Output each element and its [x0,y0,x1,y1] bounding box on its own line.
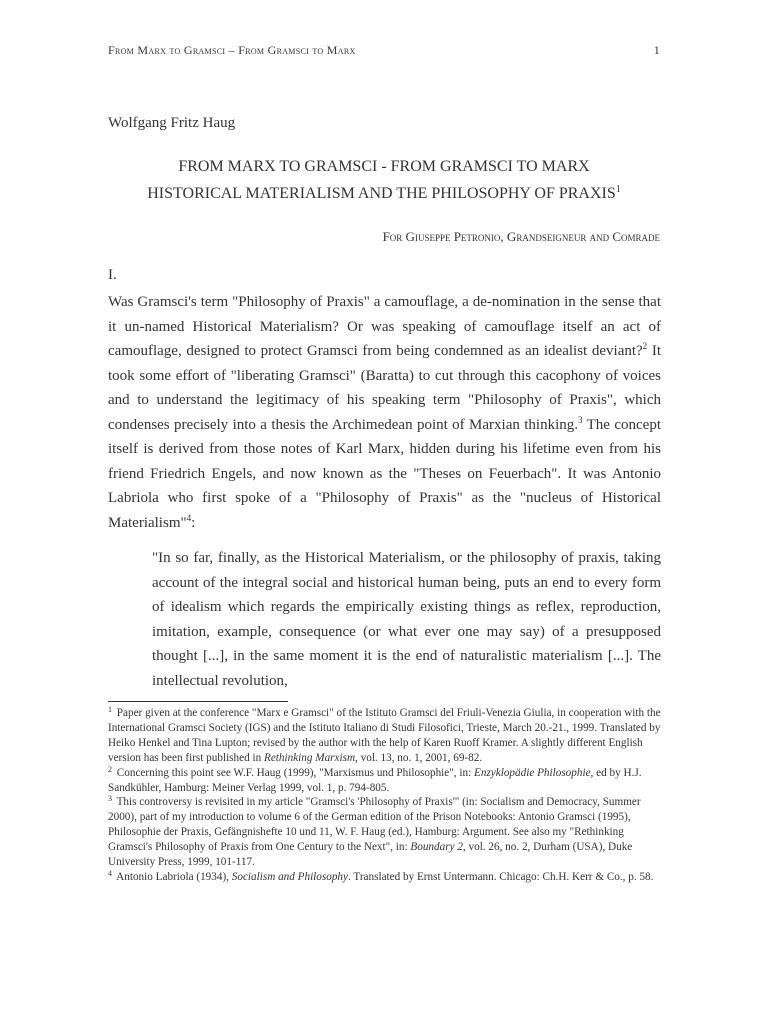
footnote-mark: 3 [108,794,112,804]
footnote-italic-title: Boundary 2 [410,841,463,854]
footnote-ref-4[interactable]: 4 [186,512,192,523]
title-line-2-text: HISTORICAL MATERIALISM AND THE PHILOSOPHY OF PRAXIS [147,185,616,202]
section-number: I. [108,267,117,283]
paragraph-text-2: It took some effort of "liberating Gramsci" (Baratta) to cut through this cacophony of voices and to understand the legitimacy of his speaking term "Philosophy of Praxis", which condenses precisely into a thesis the Archimedean point of Marxian thinking. [108,343,661,433]
dedication: For Giuseppe Petronio, Grandseigneur and Comrade [382,229,660,244]
footnote-italic-title: Rethinking Marxism [263,751,356,764]
paragraph-text-4: : [191,514,196,531]
document-title [108,153,660,207]
footnote-text: . Translated by Ernst Untermann. Chicago: Ch.H. Kerr & Co., p. 58. [347,870,654,883]
paragraph-text-3: The concept itself is derived from those notes of Karl Marx, hidden during his lifetime even from his friend Friedrich Engels, and now known as the "Theses on Feuerbach". It was Antonio Labriola who first spoke of a "Philosophy of Praxis" as the "nucleus of Historical Materialism" [108,416,661,531]
footnote-2 [108,766,666,796]
page-number: 1 [653,43,660,57]
author-name: Wolfgang Fritz Haug [108,115,236,131]
footnote-italic-title: Enzyklopädie Philosophie [474,766,591,779]
footnote-ref-2[interactable]: 2 [642,341,648,351]
footnote-mark: 4 [108,868,112,878]
footnote-4 [108,870,666,885]
title-line-2 [108,180,660,207]
footnote-ref-3[interactable]: 3 [578,414,583,425]
footnote-3 [108,795,666,870]
title-line-1: FROM MARX TO GRAMSCI - FROM GRAMSCI TO MARX [178,158,590,175]
footnote-text: , ed by H.J. Sandkühler, Hamburg: Meiner Verlag 1999, vol. 1, p. 794-805. [108,766,642,794]
footnote-1 [108,706,666,766]
footnote-ref-1[interactable]: 1 [615,184,621,195]
footnote-text: , vol. 26, no. 2, Durham (USA), Duke University Press, 1999, 101-117. [108,841,633,869]
footnote-text: , vol. 13, no. 1, 2001, 69-82. [355,751,483,764]
footnote-text: Antonio Labriola (1934), [114,870,232,883]
block-quote: "In so far, finally, as the Historical Materialism, or the philosophy of praxis, taking account of the integral social and historical human being, puts an end to every form of idealism which regards the empirically existing things as reflex, reproduction, imitation, example, consequence (or what ever one may say) of a presupposed thought [...], in the same moment it is the end of naturalistic materialism [...]. The intellectual revolution, [152,550,661,689]
paragraph-text-1: Was Gramsci's term "Philosophy of Praxis" a camouflage, a de-nomination in the sense that it un-named Historical Materialism? Or was speaking of camouflage itself an act of camouflage, designed to protect Gramsci from being condemned as an idealist deviant? [108,294,661,359]
footnote-divider [108,701,288,702]
footnote-italic-title: Socialism and Philosophy [231,870,348,883]
body-paragraph [108,290,661,535]
footnote-text: This controversy is revisited in my article "Gramsci's 'Philosophy of Praxis'" (in: Socialism and Democracy, Summer 2000), part of my introduction to volume 6 of the German edition of the Prison Notebooks: Antonio Gramsci (1995), Philosophie der Praxis, Gefängnishefte 10 und 11, W. F. Haug (ed.), Hamburg: Argument. See also my "Rethinking Gramsci's Philosophy of Praxis from One Century to the Next", in: [108,796,641,854]
running-header [108,43,660,59]
footnote-text: Concerning this point see W.F. Haug (1999), "Marxismus und Philosophie", in: [114,766,475,779]
footnote-mark: 2 [108,764,112,774]
running-title: From Marx to Gramsci – From Gramsci to Marx [108,43,356,57]
footnotes [108,706,666,885]
footnote-mark: 1 [108,705,112,714]
footnote-text: Paper given at the conference "Marx e Gramsci" of the Istituto Gramsci del Friuli-Venezia Giulia, in cooperation with the International Gramsci Society (IGS) and the Istituto Italiano di Studi Filosofici, Trieste, March 20.-21., 1999. Translated by Heiko Henkel and Tina Lupton; revised by the author with the help of Karen Ruoff Kramer. A slightly different English version has been first published in [108,707,661,764]
